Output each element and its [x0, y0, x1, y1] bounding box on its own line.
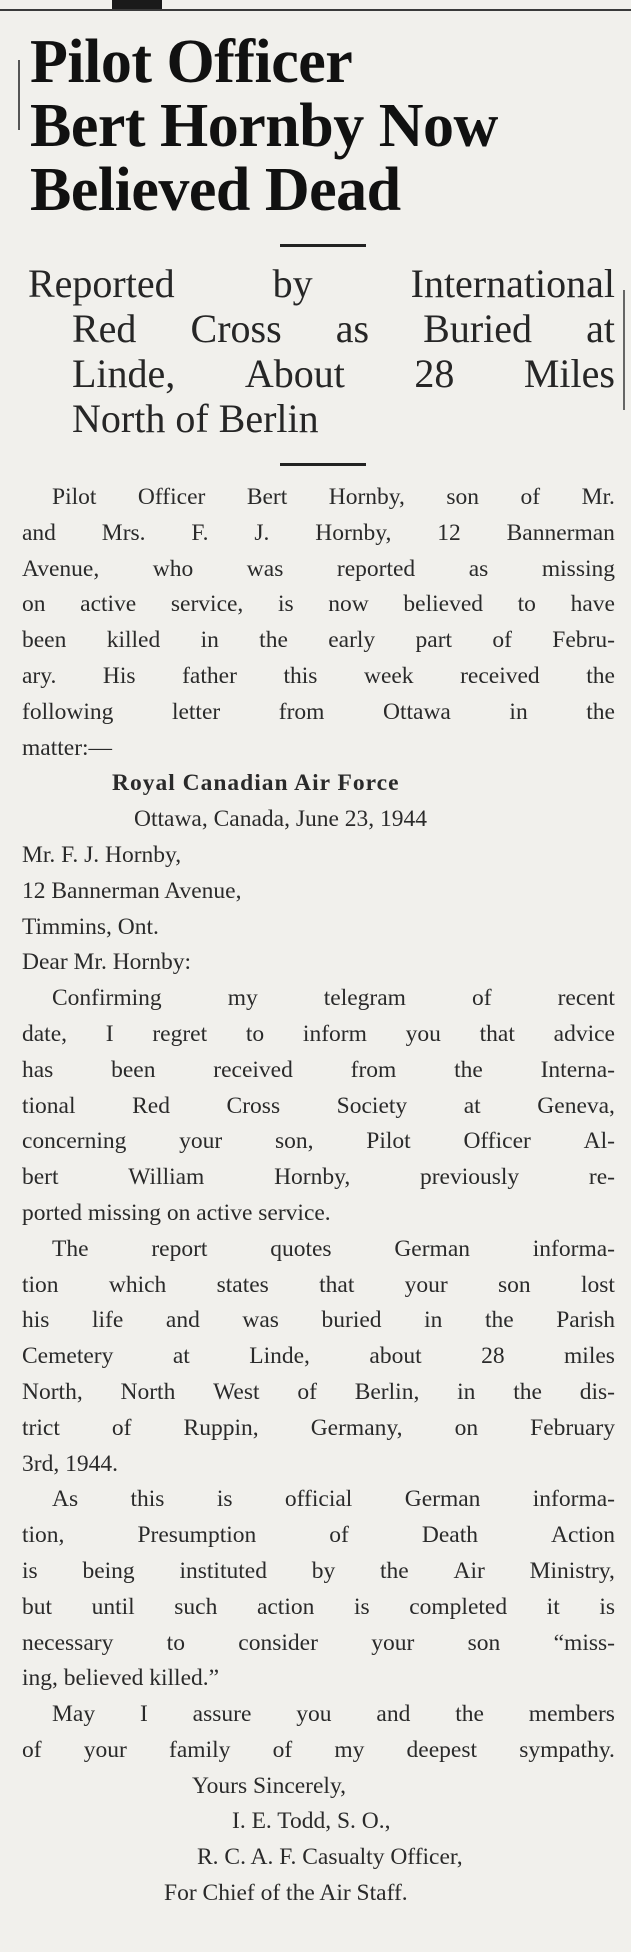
subhead-line: [28, 306, 615, 351]
word: Pilot: [52, 484, 97, 510]
word: Ruppin,: [183, 1414, 259, 1441]
top-column-rule: [0, 9, 631, 11]
word: is: [22, 1557, 38, 1584]
word: this: [283, 662, 318, 689]
word: of: [492, 627, 512, 654]
word: been: [111, 1056, 156, 1083]
word: Pilot: [366, 1128, 411, 1155]
body-line: [22, 659, 615, 695]
word: miles: [564, 1343, 615, 1370]
word: 28: [414, 351, 455, 396]
word: completed: [409, 1593, 508, 1620]
word: buried: [321, 1307, 382, 1334]
word: Hornby,: [328, 484, 405, 510]
word: son: [467, 1629, 501, 1656]
word: I: [105, 1020, 114, 1047]
word: in: [424, 1307, 443, 1334]
word: Cross: [190, 306, 282, 351]
letter-line: [22, 1124, 615, 1160]
word: killed: [106, 627, 161, 654]
letter-line: [22, 1697, 615, 1733]
word: you: [296, 1701, 332, 1728]
word: you: [405, 1020, 441, 1047]
body-line: [22, 695, 615, 731]
word: your: [83, 1736, 127, 1763]
word: Red: [132, 1092, 170, 1119]
word: from: [350, 1056, 397, 1083]
word: North,: [22, 1378, 83, 1405]
word: 3rd, 1944.: [22, 1450, 118, 1477]
word: reported: [336, 555, 416, 582]
word: states: [216, 1271, 269, 1298]
word: recent: [557, 985, 615, 1012]
word: ported missing on active service.: [22, 1199, 331, 1226]
word: informa-: [532, 1486, 615, 1513]
word: deepest: [406, 1736, 478, 1763]
word: matter:—: [22, 734, 113, 761]
word: your: [371, 1629, 415, 1656]
word: to: [166, 1629, 185, 1656]
subhead-separator: [280, 463, 366, 466]
letter-line: [22, 1268, 615, 1304]
word: Miles: [523, 351, 615, 396]
letter-line: [22, 1661, 615, 1697]
word: in: [200, 627, 219, 654]
word: being: [82, 1557, 135, 1584]
word: missing: [541, 555, 615, 582]
word: received: [460, 662, 540, 689]
word: of: [22, 1736, 42, 1763]
word: Bannerman: [506, 519, 615, 546]
letter-line: [22, 1160, 615, 1196]
word: Cemetery: [22, 1343, 114, 1370]
letter-line: [22, 1089, 615, 1125]
word: dis-: [579, 1378, 615, 1405]
word: Bert: [246, 484, 288, 510]
letter-closing-line: I. E. Todd, S. O.,: [232, 1808, 391, 1835]
letter-line: [22, 1375, 615, 1411]
word: ing, believed killed.”: [22, 1665, 220, 1692]
word: son: [498, 1271, 531, 1298]
headline-line: Believed Dead: [30, 156, 401, 224]
subhead-line: [28, 396, 615, 441]
word: father: [182, 662, 237, 689]
body-line: [22, 587, 615, 623]
letter-line: [22, 1518, 615, 1554]
word: Hornby,: [315, 519, 392, 546]
word: of: [111, 1414, 132, 1441]
letter-address-line: Timmins, Ont.: [22, 913, 159, 940]
masthead-block: [112, 0, 162, 9]
word: the: [586, 698, 615, 725]
word: was: [242, 1307, 279, 1334]
word: is: [353, 1593, 370, 1620]
word: and: [376, 1701, 411, 1728]
word: your: [179, 1128, 223, 1155]
letter-closing-line: For Chief of the Air Staff.: [164, 1880, 408, 1907]
word: is: [277, 591, 294, 618]
word: inform: [302, 1020, 367, 1047]
left-column-rule: [18, 60, 20, 130]
word: that: [479, 1020, 515, 1047]
word: at: [463, 1092, 481, 1119]
word: on: [454, 1414, 479, 1441]
word: As: [52, 1486, 79, 1513]
letter-line: [22, 1482, 615, 1518]
word: J.: [254, 519, 270, 546]
word: the: [455, 1701, 484, 1728]
word: of: [297, 1378, 317, 1405]
word: International: [410, 261, 615, 306]
word: Officer: [463, 1128, 531, 1155]
word: about: [369, 1343, 422, 1370]
word: regret: [152, 1020, 208, 1047]
letter-line: [22, 1053, 615, 1089]
word: “miss-: [553, 1629, 615, 1656]
word: lost: [580, 1271, 615, 1298]
word: was: [246, 555, 284, 582]
word: consider: [238, 1629, 318, 1656]
body-line: [22, 516, 615, 552]
word: Action: [551, 1522, 615, 1549]
word: February: [530, 1414, 615, 1441]
word: Officer: [137, 484, 206, 510]
word: Death: [421, 1522, 478, 1549]
word: German: [404, 1486, 481, 1513]
letter-line: [22, 1626, 615, 1662]
article-body: [22, 480, 615, 1912]
word: as: [468, 555, 489, 582]
word: Germany,: [310, 1414, 403, 1441]
word: been: [22, 627, 67, 654]
headline-line: Pilot Officer: [30, 28, 353, 96]
word: re-: [588, 1164, 615, 1191]
word: sympathy.: [519, 1736, 615, 1763]
word: of: [520, 484, 541, 510]
word: of: [471, 985, 492, 1012]
subhead-line: [28, 351, 615, 396]
word: action: [256, 1593, 315, 1620]
word: May: [52, 1701, 96, 1728]
word: my: [227, 985, 258, 1012]
word: Linde,: [72, 351, 176, 396]
word: assure: [192, 1701, 252, 1728]
word: quotes: [270, 1235, 332, 1262]
word: it: [546, 1593, 560, 1620]
body-line: [22, 623, 615, 659]
word: following: [22, 698, 114, 725]
word: Presumption: [137, 1522, 257, 1549]
word: received: [213, 1056, 293, 1083]
word: advice: [553, 1020, 615, 1047]
headline: [30, 30, 615, 222]
word: tion: [22, 1271, 59, 1298]
word: Al-: [583, 1128, 615, 1155]
body-line: [22, 552, 615, 588]
word: the: [513, 1378, 542, 1405]
word: family: [169, 1736, 231, 1763]
letter-line: [22, 1590, 615, 1626]
subheadline: [28, 261, 615, 441]
headline-separator: [280, 244, 366, 247]
word: and: [165, 1307, 200, 1334]
word: but: [22, 1593, 53, 1620]
headline-line: Bert Hornby Now: [30, 92, 498, 160]
word: trict: [22, 1414, 60, 1441]
word: report: [151, 1235, 208, 1262]
word: Geneva,: [537, 1092, 615, 1119]
word: to: [245, 1020, 265, 1047]
letter-dateline: Ottawa, Canada, June 23, 1944: [134, 806, 428, 833]
right-column-rule: [623, 290, 625, 410]
word: Society: [336, 1092, 408, 1119]
word: have: [570, 591, 615, 618]
word: concerning: [22, 1128, 127, 1155]
word: Interna-: [540, 1056, 615, 1083]
word: letter: [171, 698, 221, 725]
word: Hornby,: [274, 1164, 351, 1191]
letter-closing-line: Yours Sincerely,: [192, 1772, 347, 1799]
word: Cross: [226, 1092, 281, 1119]
letter-line: [22, 1017, 615, 1053]
letter-line: [22, 1411, 615, 1447]
word: son,: [274, 1128, 314, 1155]
word: the: [586, 662, 615, 689]
word: service,: [170, 591, 244, 618]
word: has: [22, 1056, 54, 1083]
word: who: [152, 555, 194, 582]
word: German: [394, 1235, 471, 1262]
word: until: [91, 1593, 135, 1620]
word: in: [457, 1378, 476, 1405]
word: from: [278, 698, 325, 725]
word: this: [130, 1486, 165, 1513]
word: by: [272, 261, 313, 306]
word: your: [404, 1271, 448, 1298]
letter-line: [22, 981, 615, 1017]
word: Air: [453, 1557, 485, 1584]
news-article: [22, 14, 615, 1912]
word: early: [328, 627, 376, 654]
letter-closing-line: R. C. A. F. Casualty Officer,: [197, 1844, 463, 1871]
word: his: [22, 1307, 50, 1334]
word: Mr.: [581, 484, 615, 510]
word: official: [284, 1486, 353, 1513]
word: 28: [481, 1343, 505, 1370]
word: instituted: [179, 1557, 267, 1584]
letter-line: [22, 1196, 615, 1232]
word: of: [329, 1522, 349, 1549]
letter-line: [22, 1554, 615, 1590]
word: that: [319, 1271, 355, 1298]
word: is: [599, 1593, 615, 1620]
word: the: [259, 627, 288, 654]
word: necessary: [22, 1629, 114, 1656]
word: active: [80, 591, 137, 618]
word: Buried: [423, 306, 533, 351]
word: The: [52, 1235, 89, 1262]
word: of: [272, 1736, 293, 1763]
word: Parish: [556, 1307, 615, 1334]
word: to: [517, 591, 536, 618]
word: Avenue,: [22, 555, 100, 582]
word: in: [509, 698, 528, 725]
letter-address-line: Dear Mr. Hornby:: [22, 949, 192, 976]
word: as: [335, 306, 370, 351]
word: which: [108, 1271, 167, 1298]
word: F.: [191, 519, 209, 546]
word: Mrs.: [101, 519, 146, 546]
word: His: [102, 662, 136, 689]
word: Reported: [28, 261, 175, 306]
letter-line: [22, 1303, 615, 1339]
word: Red: [72, 306, 137, 351]
word: ary.: [22, 662, 57, 689]
word: William: [128, 1164, 205, 1191]
word: tional: [22, 1092, 76, 1119]
body-line: [22, 731, 615, 767]
letter-line: [22, 1339, 615, 1375]
word: on: [22, 591, 46, 618]
word: Confirming: [52, 985, 162, 1012]
word: by: [311, 1557, 336, 1584]
word: I: [139, 1701, 148, 1728]
word: week: [363, 662, 414, 689]
word: North: [120, 1378, 176, 1405]
word: West: [213, 1378, 260, 1405]
word: the: [454, 1056, 483, 1083]
word: is: [216, 1486, 233, 1513]
word: at: [172, 1343, 190, 1370]
letter-address-line: 12 Bannerman Avenue,: [22, 877, 242, 904]
word: Ministry,: [529, 1557, 615, 1584]
word: the: [380, 1557, 409, 1584]
word: 12: [437, 519, 461, 546]
word: bert: [22, 1164, 59, 1191]
word: About: [244, 351, 345, 396]
word: Linde,: [249, 1343, 310, 1370]
word: life: [92, 1307, 124, 1334]
letterhead: Royal Canadian Air Force: [112, 770, 400, 797]
letter-line: [22, 1232, 615, 1268]
letter-line: [22, 1733, 615, 1769]
word: telegram: [323, 985, 406, 1012]
letter-line: [22, 1447, 615, 1483]
word: now: [328, 591, 369, 618]
word: my: [334, 1736, 365, 1763]
body-line: [22, 480, 615, 516]
letter-address-line: Mr. F. J. Hornby,: [22, 841, 182, 868]
word: believed: [403, 591, 484, 618]
subhead-line: [28, 261, 615, 306]
word: members: [528, 1701, 615, 1728]
word: informa-: [532, 1235, 615, 1262]
word: North of Berlin: [72, 396, 319, 441]
word: the: [484, 1307, 514, 1334]
word: tion,: [22, 1522, 65, 1549]
word: Febru-: [552, 627, 615, 654]
word: son: [446, 484, 480, 510]
word: previously: [419, 1164, 520, 1191]
word: part: [415, 627, 453, 654]
word: at: [586, 306, 615, 351]
word: Ottawa: [383, 698, 451, 725]
word: date,: [22, 1020, 68, 1047]
word: such: [174, 1593, 218, 1620]
word: Berlin,: [354, 1378, 420, 1405]
word: and: [22, 519, 56, 546]
